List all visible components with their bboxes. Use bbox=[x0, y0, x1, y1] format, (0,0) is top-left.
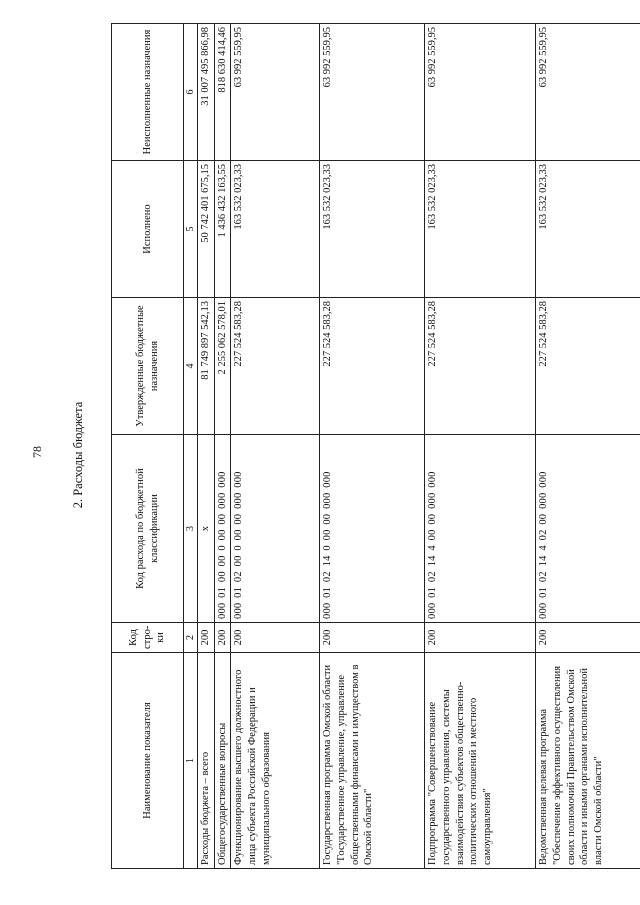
row-line-code: 200 bbox=[536, 623, 640, 653]
header-line-code: Код стро-ки bbox=[112, 623, 184, 653]
row-line-code: 200 bbox=[231, 623, 320, 653]
budget-expenses-table bbox=[111, 23, 640, 869]
row-line-code: 200 bbox=[214, 623, 231, 653]
row-approved: 81 749 897 542,13 bbox=[198, 298, 215, 435]
header-unexecuted: Неисполненные назначения bbox=[112, 24, 184, 161]
row-approved: 2 255 062 578,01 bbox=[214, 298, 231, 435]
section-title: 2. Расходы бюджета bbox=[71, 401, 85, 509]
column-number: 1 bbox=[184, 653, 198, 869]
row-name: Подпрограмма "Совершенствование государственного управления, системы взаимодействия субъектов общественно-политических отношений и местного самоуправления" bbox=[425, 653, 536, 869]
row-line-code: 200 bbox=[320, 623, 425, 653]
row-budget-code: 000 01 02 00 0 00 00 000 000 bbox=[231, 435, 320, 623]
row-budget-code: x bbox=[198, 435, 215, 623]
row-name: Ведомственная целевая программа "Обеспечение эффективного осуществления своих полномочий Правительством Омской области и иными органами исполнительной власти Омской области" bbox=[536, 653, 640, 869]
header-executed: Исполнено bbox=[112, 161, 184, 298]
header-name: Наименование показателя bbox=[112, 653, 184, 869]
column-number-row bbox=[184, 24, 198, 869]
table-row bbox=[320, 24, 425, 869]
table-row bbox=[214, 24, 231, 869]
header-approved: Утвержденные бюджетные назначения bbox=[112, 298, 184, 435]
row-unexecuted: 31 007 495 866,98 bbox=[198, 24, 215, 161]
row-approved: 227 524 583,28 bbox=[536, 298, 640, 435]
row-budget-code: 000 01 02 14 4 02 00 000 000 bbox=[536, 435, 640, 623]
row-unexecuted: 63 992 559,95 bbox=[320, 24, 425, 161]
row-name: Функционирование высшего должностного лица субъекта Российской Федерации и муниципального образования bbox=[231, 653, 320, 869]
header-budget-code: Код расхода по бюджетной классификации bbox=[112, 435, 184, 623]
row-approved: 227 524 583,28 bbox=[425, 298, 536, 435]
column-number: 5 bbox=[184, 161, 198, 298]
row-executed: 163 532 023,33 bbox=[536, 161, 640, 298]
row-name: Общегосударственные вопросы bbox=[214, 653, 231, 869]
row-approved: 227 524 583,28 bbox=[231, 298, 320, 435]
row-unexecuted: 63 992 559,95 bbox=[231, 24, 320, 161]
row-budget-code: 000 01 02 14 0 00 00 000 000 bbox=[320, 435, 425, 623]
row-line-code: 200 bbox=[425, 623, 536, 653]
row-executed: 163 532 023,33 bbox=[231, 161, 320, 298]
row-executed: 163 532 023,33 bbox=[425, 161, 536, 298]
table-row bbox=[231, 24, 320, 869]
row-unexecuted: 818 630 414,46 bbox=[214, 24, 231, 161]
row-executed: 163 532 023,33 bbox=[320, 161, 425, 298]
row-approved: 227 524 583,28 bbox=[320, 298, 425, 435]
row-unexecuted: 63 992 559,95 bbox=[536, 24, 640, 161]
row-budget-code: 000 01 00 00 0 00 00 000 000 bbox=[214, 435, 231, 623]
table-row bbox=[425, 24, 536, 869]
row-line-code: 200 bbox=[198, 623, 215, 653]
column-number: 2 bbox=[184, 623, 198, 653]
row-unexecuted: 63 992 559,95 bbox=[425, 24, 536, 161]
row-name: Расходы бюджета – всего bbox=[198, 653, 215, 869]
row-name: Государственная программа Омской области "Государственное управление, управление общественными финансами и имуществом в Омской области" bbox=[320, 653, 425, 869]
table-row bbox=[198, 24, 215, 869]
column-number: 6 bbox=[184, 24, 198, 161]
row-executed: 50 742 401 675,15 bbox=[198, 161, 215, 298]
row-executed: 1 436 432 163,55 bbox=[214, 161, 231, 298]
page-number: 78 bbox=[30, 446, 44, 458]
column-number: 4 bbox=[184, 298, 198, 435]
column-number: 3 bbox=[184, 435, 198, 623]
header-row bbox=[112, 24, 184, 869]
row-budget-code: 000 01 02 14 4 00 00 000 000 bbox=[425, 435, 536, 623]
table-row bbox=[536, 24, 640, 869]
